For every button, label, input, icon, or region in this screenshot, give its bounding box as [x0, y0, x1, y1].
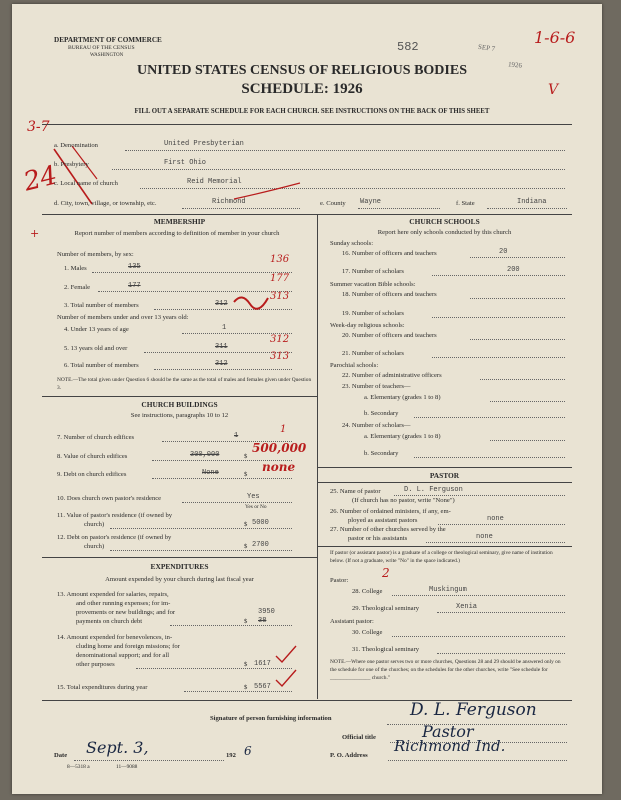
q27-line1: 27. Number of other churches served by the	[330, 526, 446, 533]
q11-label-line2: church)	[84, 521, 105, 528]
city-field-label: d. City, town, village, or township, etc.	[54, 200, 157, 207]
q14-line2: cluding home and foreign missions; for	[76, 643, 180, 650]
q21-label: 21. Number of scholars	[342, 350, 404, 357]
q28-label: 28. College	[352, 588, 383, 595]
q25-note: (If church has no pastor, write "None")	[352, 497, 455, 504]
po-address-label: P. O. Address	[330, 752, 368, 759]
q26-line1: 26. Number of ordained ministers, if any, em-	[330, 508, 451, 515]
q27-typed[interactable]: none	[476, 533, 493, 541]
expenditures-heading: EXPENDITURES	[150, 562, 209, 571]
q5-typed[interactable]: 311	[215, 343, 228, 351]
q23b-label: b. Secondary	[364, 410, 399, 417]
q15-dollar: $	[244, 684, 248, 691]
q16-typed[interactable]: 20	[499, 248, 508, 256]
denomination-value[interactable]: United Presbyterian	[164, 140, 244, 148]
dept-label: DEPARTMENT OF COMMERCE	[54, 36, 162, 44]
members-by-sex: Number of members, by sex:	[57, 251, 134, 258]
asst-subhead: Assistant pastor:	[330, 618, 374, 625]
q14-line4: other purposes	[76, 661, 115, 668]
church-name-label: c. Local name of church	[54, 180, 118, 187]
q7-typed[interactable]: 1	[234, 432, 239, 440]
q12-dollar: $	[244, 543, 248, 550]
q15-label: 15. Total expenditures during year	[57, 684, 148, 691]
q3-label: 3. Total number of members	[64, 302, 139, 309]
q2-red: 177	[270, 273, 290, 284]
q13-line4: payments on church debt	[76, 618, 143, 625]
q19-label: 19. Number of scholars	[342, 310, 404, 317]
parochial-label: Parochial schools:	[330, 362, 379, 369]
q1-typed[interactable]: 135	[128, 263, 141, 271]
city-label: WASHINGTON	[90, 53, 124, 58]
red-check-top: V	[548, 82, 559, 98]
q8-label: 8. Value of church edifices	[57, 453, 128, 460]
denomination-label: a. Denomination	[54, 142, 98, 149]
q13-line3: provements or new buildings; and for	[76, 609, 176, 616]
year-prefix: 192	[226, 752, 236, 759]
schools-heading: CHURCH SCHOOLS	[409, 217, 480, 226]
po-address-value[interactable]: Richmond Ind.	[394, 737, 506, 755]
red-code-margin: 24	[20, 160, 61, 198]
county-label: e. County	[320, 200, 346, 207]
q2-typed[interactable]: 177	[128, 282, 141, 290]
red-plus-mark: +	[30, 227, 40, 240]
expenditures-sub: Amount expended by your church during last fiscal year	[105, 576, 254, 583]
stamp-month: SEP 7	[477, 42, 496, 54]
pastor-subhead: Pastor:	[330, 577, 349, 584]
q30-label: 30. College	[352, 629, 383, 636]
q14-dollar: $	[244, 661, 248, 668]
buildings-sub: See instructions, paragraphs 10 to 12	[130, 412, 229, 419]
q18-label: 18. Number of officers and teachers	[342, 291, 437, 298]
q29-typed[interactable]: Xenia	[456, 603, 478, 611]
summer-label: Summer vacation Bible schools:	[330, 281, 416, 288]
q10-hint: Yes or No	[245, 504, 267, 510]
membership-note: NOTE.—The total given under Question 6 should be the same as the total of males and females given under Question 3.	[57, 377, 312, 391]
q6-red: 313	[270, 351, 290, 362]
q9-dollar: $	[244, 471, 248, 478]
q1-red: 136	[270, 254, 290, 265]
signature-value[interactable]: D. L. Ferguson	[410, 700, 537, 720]
print-code: 8—5318 a	[67, 764, 90, 770]
q31-label: 31. Theological seminary	[352, 646, 420, 653]
q22-label: 22. Number of administrative officers	[342, 372, 442, 379]
q15-typed[interactable]: 5567	[254, 683, 271, 691]
q23a-label: a. Elementary (grades 1 to 8)	[364, 394, 441, 401]
q13-cents: 38	[258, 617, 267, 625]
q8-dollar: $	[244, 453, 248, 460]
q23-label: 23. Number of teachers—	[342, 383, 411, 390]
weekday-label: Week-day religious schools:	[330, 322, 405, 329]
q24b-label: b. Secondary	[364, 450, 399, 457]
state-label: f. State	[456, 200, 475, 207]
red-code-top: 1-6-6	[534, 28, 576, 47]
q5-label: 5. 13 years old and over	[64, 345, 128, 352]
q11-typed[interactable]: 5000	[252, 519, 269, 527]
graduate-note: If pastor (or assistant pastor) is a graduate of a college or theological seminary, give name of institution below. (If not a graduate, write "No" in the space indicated.)	[330, 550, 553, 564]
official-title-label: Official title	[342, 734, 376, 741]
age-note: Number of members under and over 13 years old:	[57, 314, 189, 321]
q27-line2: pastor or his assistants	[348, 535, 408, 542]
sunday-label: Sunday schools:	[330, 240, 374, 247]
q7-label: 7. Number of church edifices	[57, 434, 135, 441]
pastor-note: NOTE.—Where one pastor serves two or more churches, Questions 28 and 29 should be answered only on the schedule for one of the churches; on the schedules for the other churches, write "See schedule for _______________ church."	[330, 659, 561, 681]
q29-label: 29. Theological seminary	[352, 605, 420, 612]
q10-label: 10. Does church own pastor's residence	[57, 495, 162, 502]
instructions-line: FILL OUT A SEPARATE SCHEDULE FOR EACH CHURCH. SEE INSTRUCTIONS ON THE BACK OF THIS SHEET	[134, 108, 490, 115]
date-label: Date	[54, 752, 68, 759]
q24a-label: a. Elementary (grades 1 to 8)	[364, 433, 441, 440]
membership-intro: Report number of members according to definition of member in your church	[74, 230, 280, 237]
red-code-left: 3-7	[27, 119, 50, 135]
red-underline-icon	[232, 179, 302, 203]
red-scribble-icon	[232, 292, 272, 314]
q14-line1: 14. Amount expended for benevolences, in-	[57, 634, 173, 641]
q11-dollar: $	[244, 521, 248, 528]
q12-label-line2: church)	[84, 543, 105, 550]
q13-line1: 13. Amount expended for salaries, repairs,	[57, 591, 169, 598]
q10-typed[interactable]: Yes	[247, 493, 260, 501]
q14-line3: denominational support; and for all	[76, 652, 170, 659]
q4-label: 4. Under 13 years of age	[64, 326, 129, 333]
form-title: UNITED STATES CENSUS OF RELIGIOUS BODIES	[136, 63, 467, 78]
q3-red: 313	[270, 291, 290, 302]
q9-red: none	[262, 460, 296, 474]
serial-number: 582	[397, 40, 419, 54]
q6-typed[interactable]: 312	[215, 360, 228, 368]
q8-typed[interactable]: 300,000	[190, 451, 220, 459]
bureau-label: BUREAU OF THE CENSUS	[68, 45, 135, 51]
state-value[interactable]: Indiana	[517, 198, 547, 206]
q25-typed[interactable]: D. L. Ferguson	[404, 486, 463, 494]
q9-typed[interactable]: None	[202, 469, 219, 477]
schools-sub: Report here only schools conducted by this church	[377, 229, 512, 236]
q13-line2: and other running expenses; for im-	[76, 600, 171, 607]
q1-label: 1. Males	[64, 265, 87, 272]
q26-line2: ployed as assistant pastors	[348, 517, 418, 524]
county-value[interactable]: Wayne	[360, 198, 382, 206]
year-suffix[interactable]: 6	[244, 744, 252, 758]
q20-label: 20. Number of officers and teachers	[342, 332, 437, 339]
city-value[interactable]: Richmond	[212, 198, 246, 206]
q9-label: 9. Debt on church edifices	[57, 471, 127, 478]
buildings-heading: CHURCH BUILDINGS	[141, 400, 218, 409]
official-title-value[interactable]: Pastor	[422, 722, 474, 741]
q6-label: 6. Total number of members	[64, 362, 139, 369]
schedule-title: SCHEDULE: 1926	[241, 81, 363, 97]
q17-typed[interactable]: 200	[507, 266, 520, 274]
pastor-red-mark: 2	[382, 566, 390, 580]
q11-label-line1: 11. Value of pastor's residence (if owned by	[57, 512, 173, 519]
q7-red: 1	[280, 424, 287, 435]
q17-label: 17. Number of scholars	[342, 268, 404, 275]
q24-label: 24. Number of scholars—	[342, 422, 411, 429]
church-name-value[interactable]: Reid Memorial	[187, 178, 242, 186]
presbytery-value[interactable]: First Ohio	[164, 159, 207, 167]
q13-dollar: $	[244, 618, 248, 625]
q25-label: 25. Name of pastor	[330, 488, 381, 495]
q5-red: 312	[270, 334, 290, 345]
q8-red: 500,000	[252, 441, 307, 455]
stamp-year: 1926	[507, 60, 523, 70]
date-value[interactable]: Sept. 3,	[86, 738, 149, 757]
signature-label: Signature of person furnishing information	[210, 715, 332, 722]
q3-typed[interactable]: 312	[215, 300, 228, 308]
q4-typed[interactable]: 1	[222, 324, 227, 332]
q16-label: 16. Number of officers and teachers	[342, 250, 437, 257]
q12-typed[interactable]: 2700	[252, 541, 269, 549]
membership-heading: MEMBERSHIP	[153, 217, 206, 226]
q2-label: 2. Female	[64, 284, 91, 291]
q13-typed[interactable]: 3950	[258, 608, 275, 616]
q12-label-line1: 12. Debt on pastor's residence (if owned by	[57, 534, 172, 541]
q28-typed[interactable]: Muskingum	[429, 586, 467, 594]
q26-typed[interactable]: none	[487, 515, 504, 523]
pastor-heading: PASTOR	[429, 471, 460, 480]
census-schedule-sheet	[12, 4, 602, 794]
print-code-2: 11—9088	[116, 764, 138, 770]
presbytery-label: b. Presbytery	[54, 161, 89, 168]
red-check-icon-2	[274, 668, 298, 688]
red-check-icon	[274, 644, 298, 664]
q14-typed[interactable]: 1617	[254, 660, 271, 668]
